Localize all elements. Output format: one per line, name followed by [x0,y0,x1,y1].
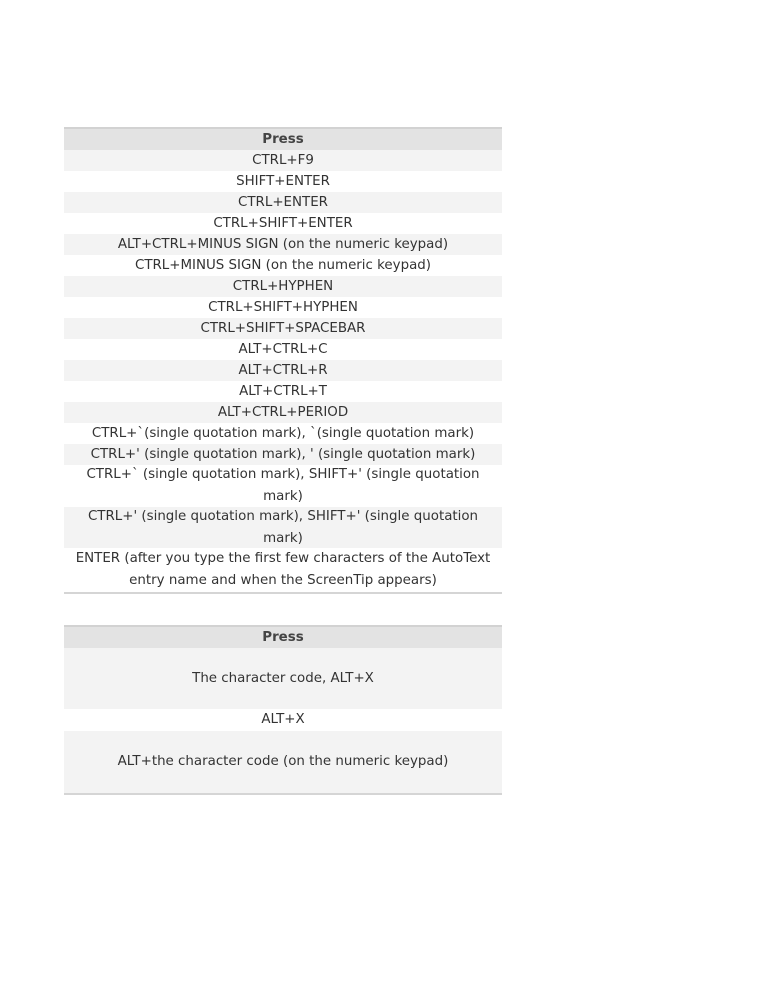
table-row: The character code, ALT+X [64,648,502,709]
table-row: ALT+CTRL+MINUS SIGN (on the numeric keypad) [64,234,502,255]
table-bottom-border [64,793,502,795]
table-row: ALT+CTRL+T [239,383,327,399]
table-row: ALT+X [261,712,305,727]
table-row: ALT+CTRL+C [238,341,328,357]
table-row: CTRL+' (single quotation mark), ' (single quotation mark) [64,444,502,465]
table-row: CTRL+F9 [64,150,502,171]
shortcut-table-2 [64,625,502,795]
table-row: CTRL+` (single quotation mark), SHIFT+' (single quotation mark) [86,467,480,504]
table-bottom-border [64,592,502,594]
table-header-press: Press [64,625,502,648]
table-row: CTRL+' (single quotation mark), SHIFT+' (single quotation mark) [64,507,502,548]
table-row: ALT+CTRL+R [64,360,502,381]
table-row: CTRL+MINUS SIGN (on the numeric keypad) [134,257,432,273]
table-row: CTRL+SHIFT+HYPHEN [208,299,358,315]
table-row: ENTER (after you type the first few characters of the AutoText entry name and when the ScreenTip appears) [75,551,491,588]
shortcut-table-1 [64,127,502,594]
table-row: CTRL+HYPHEN [64,276,502,297]
table-row: CTRL+SHIFT+ENTER [213,215,353,231]
table-row: CTRL+`(single quotation mark), `(single quotation mark) [91,425,475,441]
table-row: CTRL+ENTER [64,192,502,213]
table-row: ALT+the character code (on the numeric keypad) [64,731,502,793]
table-header-press: Press [64,127,502,150]
table-row: ALT+CTRL+PERIOD [64,402,502,423]
table-row: SHIFT+ENTER [236,173,330,189]
table-row: CTRL+SHIFT+SPACEBAR [64,318,502,339]
